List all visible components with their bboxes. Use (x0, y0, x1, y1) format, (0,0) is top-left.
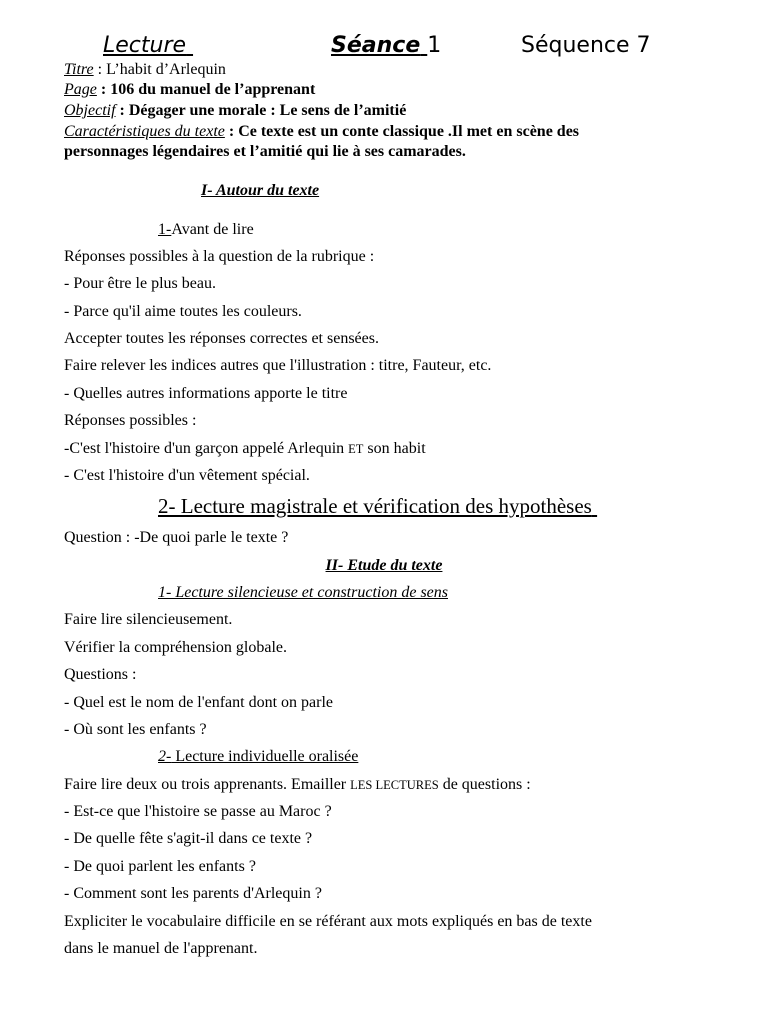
text-line: - Est-ce que l'histoire se passe au Maroc ? (64, 803, 332, 820)
header-lecture: Lecture (103, 33, 187, 58)
meta-caracteristiques-cont: personnages légendaires et l’amitié qui lie à ses camarades. (64, 143, 466, 160)
text-line: - Parce qu'il aime toutes les couleurs. (64, 303, 302, 320)
text-line: - Quel est le nom de l'enfant dont on parle (64, 694, 334, 711)
meta-titre: Titre : L’habit d’Arlequin (64, 61, 226, 78)
subsection-lecture-magistrale: 2- Lecture magistrale et vérification des hypothèses (158, 494, 592, 518)
seance-label: Séance (331, 33, 421, 58)
text-line: Faire lire silencieusement. (64, 611, 233, 628)
text-line: -C'est l'histoire d'un garçon appelé Arlequin ET son habit (64, 440, 426, 457)
text-line: - Pour être le plus beau. (64, 275, 216, 292)
text-line: dans le manuel de l'apprenant. (64, 940, 258, 957)
meta-page: Page : 106 du manuel de l’apprenant (64, 81, 316, 98)
text-line: - C'est l'histoire d'un vêtement spécial. (64, 467, 310, 484)
subsection-avant-de-lire: 1-Avant de lire (158, 221, 254, 238)
meta-caracteristiques: Caractéristiques du texte : Ce texte est un conte classique .Il met en scène des (64, 123, 580, 140)
seance-number: 1 (427, 33, 442, 58)
text-line: Expliciter le vocabulaire difficile en se référant aux mots expliqués en bas de texte (64, 913, 592, 930)
text-line: - Où sont les enfants ? (64, 721, 207, 738)
meta-objectif: Objectif : Dégager une morale : Le sens de l’amitié (64, 102, 407, 119)
text-line: - De quoi parlent les enfants ? (64, 858, 256, 875)
text-line: Accepter toutes les réponses correctes et sensées. (64, 330, 379, 347)
header-seance (331, 33, 441, 58)
section-title-autour: I- Autour du texte (201, 182, 320, 199)
text-line: - Quelles autres informations apporte le titre (64, 385, 348, 402)
text-line: Faire relever les indices autres que l'illustration : titre, Fauteur, etc. (64, 357, 492, 374)
text-line: Réponses possibles à la question de la rubrique : (64, 248, 375, 265)
subsection-lecture-silencieuse: 1- Lecture silencieuse et construction de sens (158, 584, 448, 601)
text-line: Questions : (64, 666, 137, 683)
question-line: Question : -De quoi parle le texte ? (64, 529, 289, 546)
text-line: Réponses possibles : (64, 412, 197, 429)
section-title-etude: II- Etude du texte (325, 557, 443, 574)
text-line: - De quelle fête s'agit-il dans ce texte ? (64, 830, 313, 847)
text-line: Faire lire deux ou trois apprenants. Emailler LES LECTURES de questions : (64, 776, 531, 793)
text-line: Vérifier la compréhension globale. (64, 639, 288, 656)
text-line: - Comment sont les parents d'Arlequin ? (64, 885, 322, 902)
header-sequence: Séquence 7 (521, 33, 651, 58)
subsection-lecture-individuelle: 2- Lecture individuelle oralisée (158, 748, 359, 765)
